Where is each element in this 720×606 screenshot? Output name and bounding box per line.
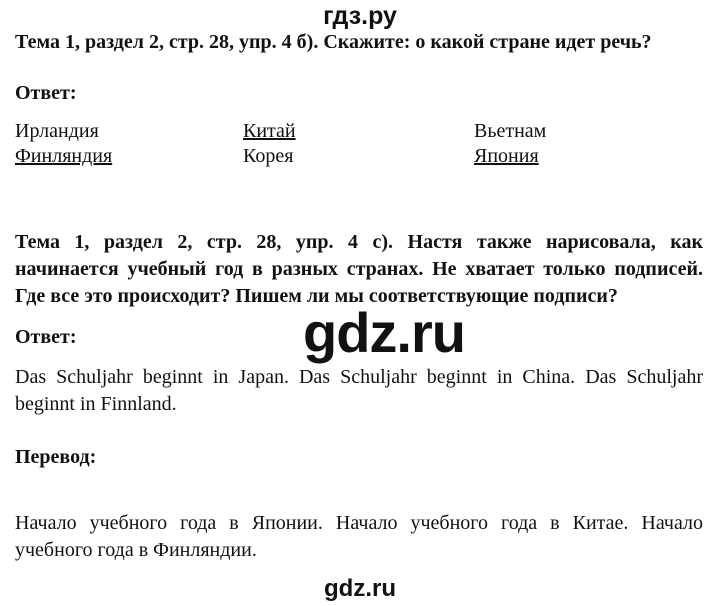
task2-answer-label: Ответ: [15, 326, 77, 348]
country-korea: Корея [243, 145, 294, 167]
site-header: гдз.ру [323, 2, 397, 30]
translation-label: Перевод: [15, 446, 97, 468]
watermark: gdz.ru [303, 301, 465, 364]
country-china: Китай [243, 120, 296, 142]
task1-title: Тема 1, раздел 2, стр. 28, упр. 4 б). Скажите: о какой стране идет речь? [15, 31, 652, 53]
country-japan: Япония [474, 145, 539, 167]
task1-answer-label: Ответ: [15, 82, 77, 104]
task2-title-line-3: Где все это происходит? Пишем ли мы соответствующие подписи? [15, 285, 618, 307]
country-finland: Финляндия [15, 145, 113, 167]
task2-title-line-1: Тема 1, раздел 2, стр. 28, упр. 4 с). Настя также нарисовала, как [15, 231, 703, 253]
answer-line-1: Das Schuljahr beginnt in Japan. Das Schuljahr beginnt in China. Das Schuljahr [15, 366, 703, 388]
answer-line-2: beginnt in Finnland. [15, 393, 177, 415]
task2-title-line-2: начинается учебный год в разных странах. Не хватает только подписей. [15, 258, 703, 280]
country-vietnam: Вьетнам [474, 120, 547, 142]
translation-line-2: учебного года в Финляндии. [15, 539, 257, 561]
site-footer: gdz.ru [324, 575, 396, 602]
country-ireland: Ирландия [15, 120, 99, 142]
translation-line-1: Начало учебного года в Японии. Начало учебного года в Китае. Начало [15, 512, 703, 534]
